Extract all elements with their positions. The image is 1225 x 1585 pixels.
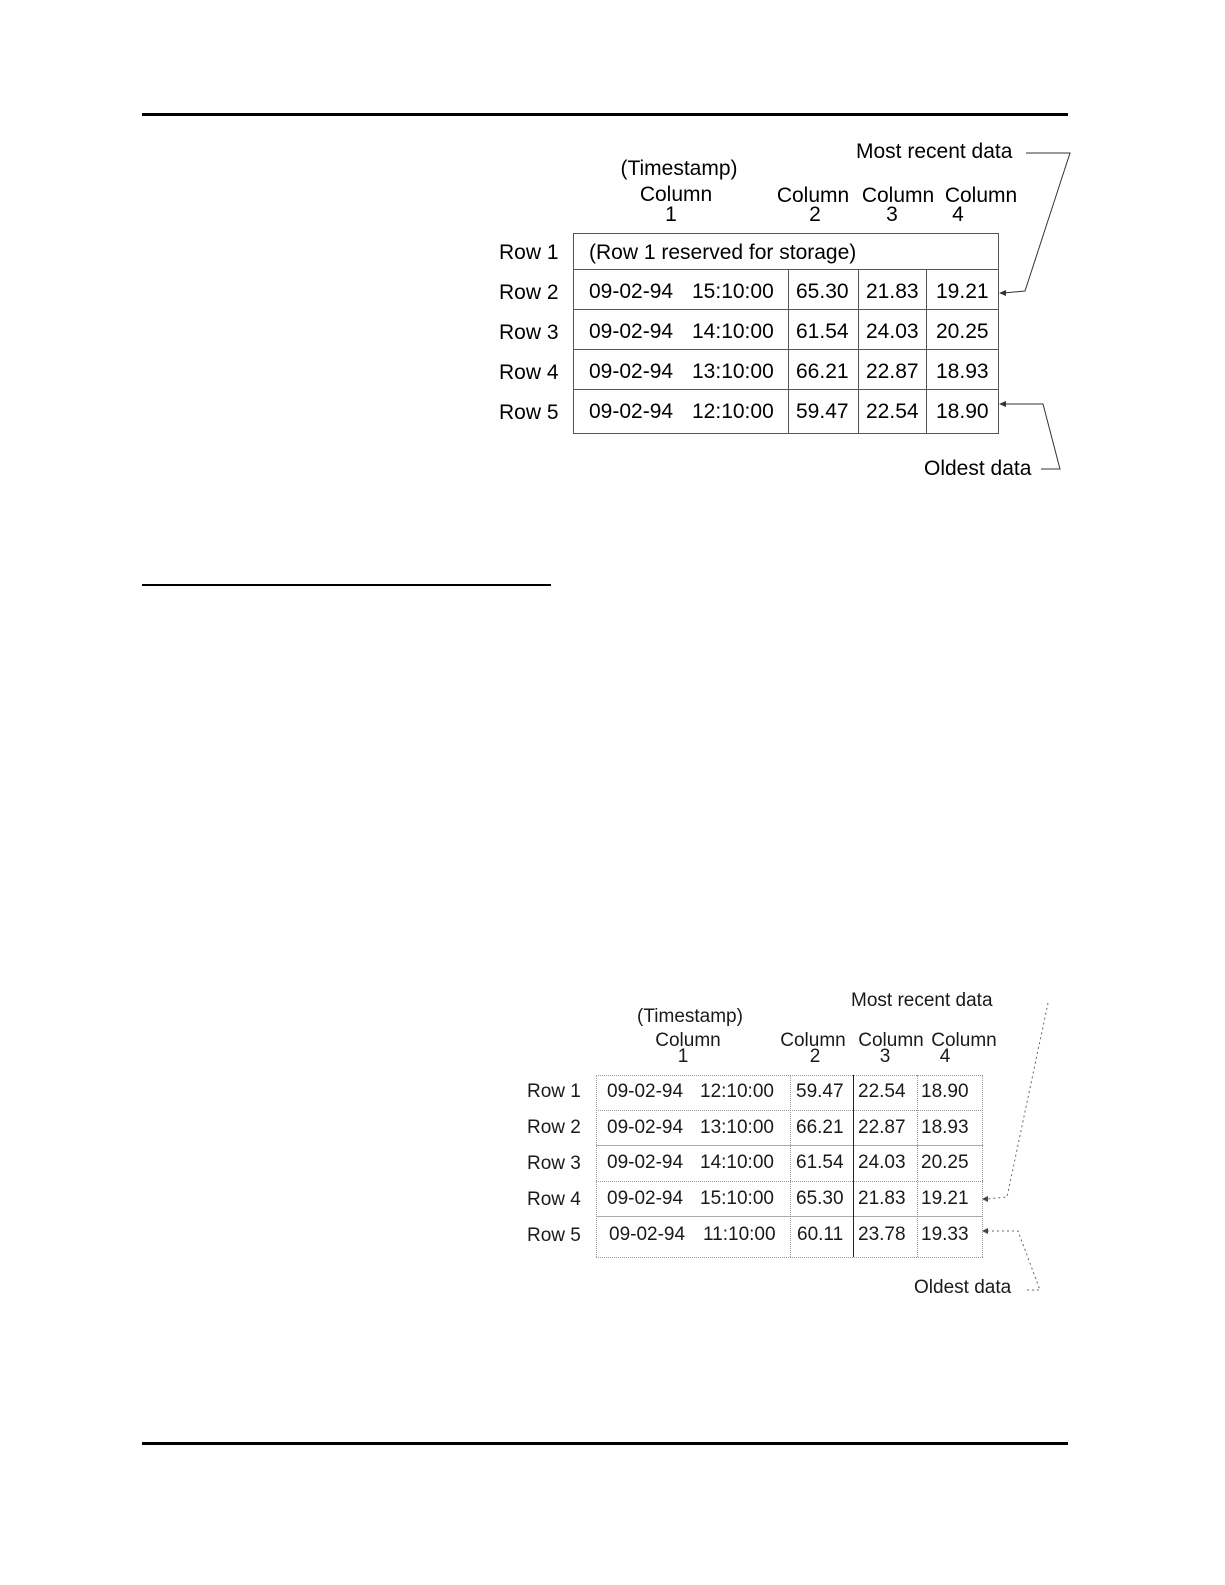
cell-col3: 24.03 (858, 1152, 906, 1173)
cell-time: 15:10:00 (700, 1188, 774, 1209)
cell-date: 09-02-94 (589, 280, 674, 303)
header-col4-word: Column (944, 184, 1018, 207)
cell-col4: 18.93 (921, 1117, 969, 1138)
cell-col3: 22.87 (866, 360, 919, 383)
header-col3-word: Column (861, 184, 935, 207)
cell-col3: 24.03 (866, 320, 919, 343)
callout-oldest-data: Oldest data (914, 1277, 1012, 1298)
cell-col2: 60.11 (797, 1224, 844, 1245)
header-col1-num: 1 (665, 203, 677, 226)
cell-col3: 21.83 (858, 1188, 906, 1209)
header-col3-num: 3 (879, 1046, 891, 1067)
cell-time: 14:10:00 (700, 1152, 774, 1173)
cell-time: 12:10:00 (692, 400, 774, 423)
row-label: Row 2 (527, 1117, 581, 1138)
reserved-storage-note: (Row 1 reserved for storage) (589, 241, 857, 264)
cell-time: 13:10:00 (692, 360, 774, 383)
header-col3-word: Column (858, 1030, 924, 1051)
cell-col3: 23.78 (858, 1224, 906, 1245)
callout-most-recent-data: Most recent data (856, 140, 1013, 163)
row-label: Row 1 (499, 241, 559, 264)
cell-time: 12:10:00 (700, 1081, 774, 1102)
cell-date: 09-02-94 (589, 320, 674, 343)
cell-col4: 18.93 (936, 360, 989, 383)
cell-date: 09-02-94 (589, 360, 674, 383)
cell-col3: 21.83 (866, 280, 919, 303)
cell-col3: 22.87 (858, 1117, 906, 1138)
cell-date: 09-02-94 (607, 1188, 684, 1209)
row-label: Row 5 (527, 1225, 581, 1246)
cell-col3: 22.54 (866, 400, 919, 423)
cell-col4: 18.90 (921, 1081, 969, 1102)
callout-most-recent-data: Most recent data (851, 990, 993, 1011)
row-label: Row 5 (499, 401, 559, 424)
cell-date: 09-02-94 (609, 1224, 686, 1245)
header-col1-word: Column (639, 183, 713, 206)
cell-time: 15:10:00 (692, 280, 774, 303)
header-timestamp: (Timestamp) (620, 157, 738, 180)
header-col4-word: Column (931, 1030, 997, 1051)
row-label: Row 2 (499, 281, 559, 304)
cell-col2: 65.30 (796, 280, 849, 303)
cell-date: 09-02-94 (607, 1152, 684, 1173)
cell-time: 11:10:00 (703, 1224, 776, 1245)
row-label: Row 4 (499, 361, 559, 384)
header-timestamp: (Timestamp) (637, 1006, 743, 1027)
header-col2-word: Column (776, 184, 850, 207)
cell-col2: 59.47 (796, 400, 849, 423)
cell-col4: 19.33 (921, 1224, 969, 1245)
cell-col2: 66.21 (796, 1117, 844, 1138)
callout-oldest-data: Oldest data (924, 457, 1032, 480)
header-col2-num: 2 (809, 1046, 821, 1067)
cell-col2: 59.47 (796, 1081, 844, 1102)
cell-col4: 19.21 (936, 280, 989, 303)
header-col4-num: 4 (952, 203, 964, 226)
cell-date: 09-02-94 (607, 1117, 684, 1138)
header-col3-num: 3 (886, 203, 898, 226)
cell-time: 13:10:00 (700, 1117, 774, 1138)
header-col1-num: 1 (677, 1046, 689, 1067)
cell-col2: 66.21 (796, 360, 849, 383)
cell-date: 09-02-94 (589, 400, 674, 423)
cell-time: 14:10:00 (692, 320, 774, 343)
cell-col2: 61.54 (796, 320, 849, 343)
header-col2-num: 2 (809, 203, 821, 226)
header-col2-word: Column (780, 1030, 846, 1051)
header-col4-num: 4 (939, 1046, 951, 1067)
cell-col2: 65.30 (796, 1188, 844, 1209)
cell-col4: 20.25 (921, 1152, 969, 1173)
row-label: Row 3 (499, 321, 559, 344)
cell-col3: 22.54 (858, 1081, 906, 1102)
cell-col4: 20.25 (936, 320, 989, 343)
row-label: Row 4 (527, 1189, 581, 1210)
row-label: Row 1 (527, 1081, 581, 1102)
cell-col2: 61.54 (796, 1152, 844, 1173)
header-col1-word: Column (655, 1030, 721, 1051)
cell-col4: 19.21 (921, 1188, 969, 1209)
cell-col4: 18.90 (936, 400, 989, 423)
row-label: Row 3 (527, 1153, 581, 1174)
cell-date: 09-02-94 (607, 1081, 684, 1102)
